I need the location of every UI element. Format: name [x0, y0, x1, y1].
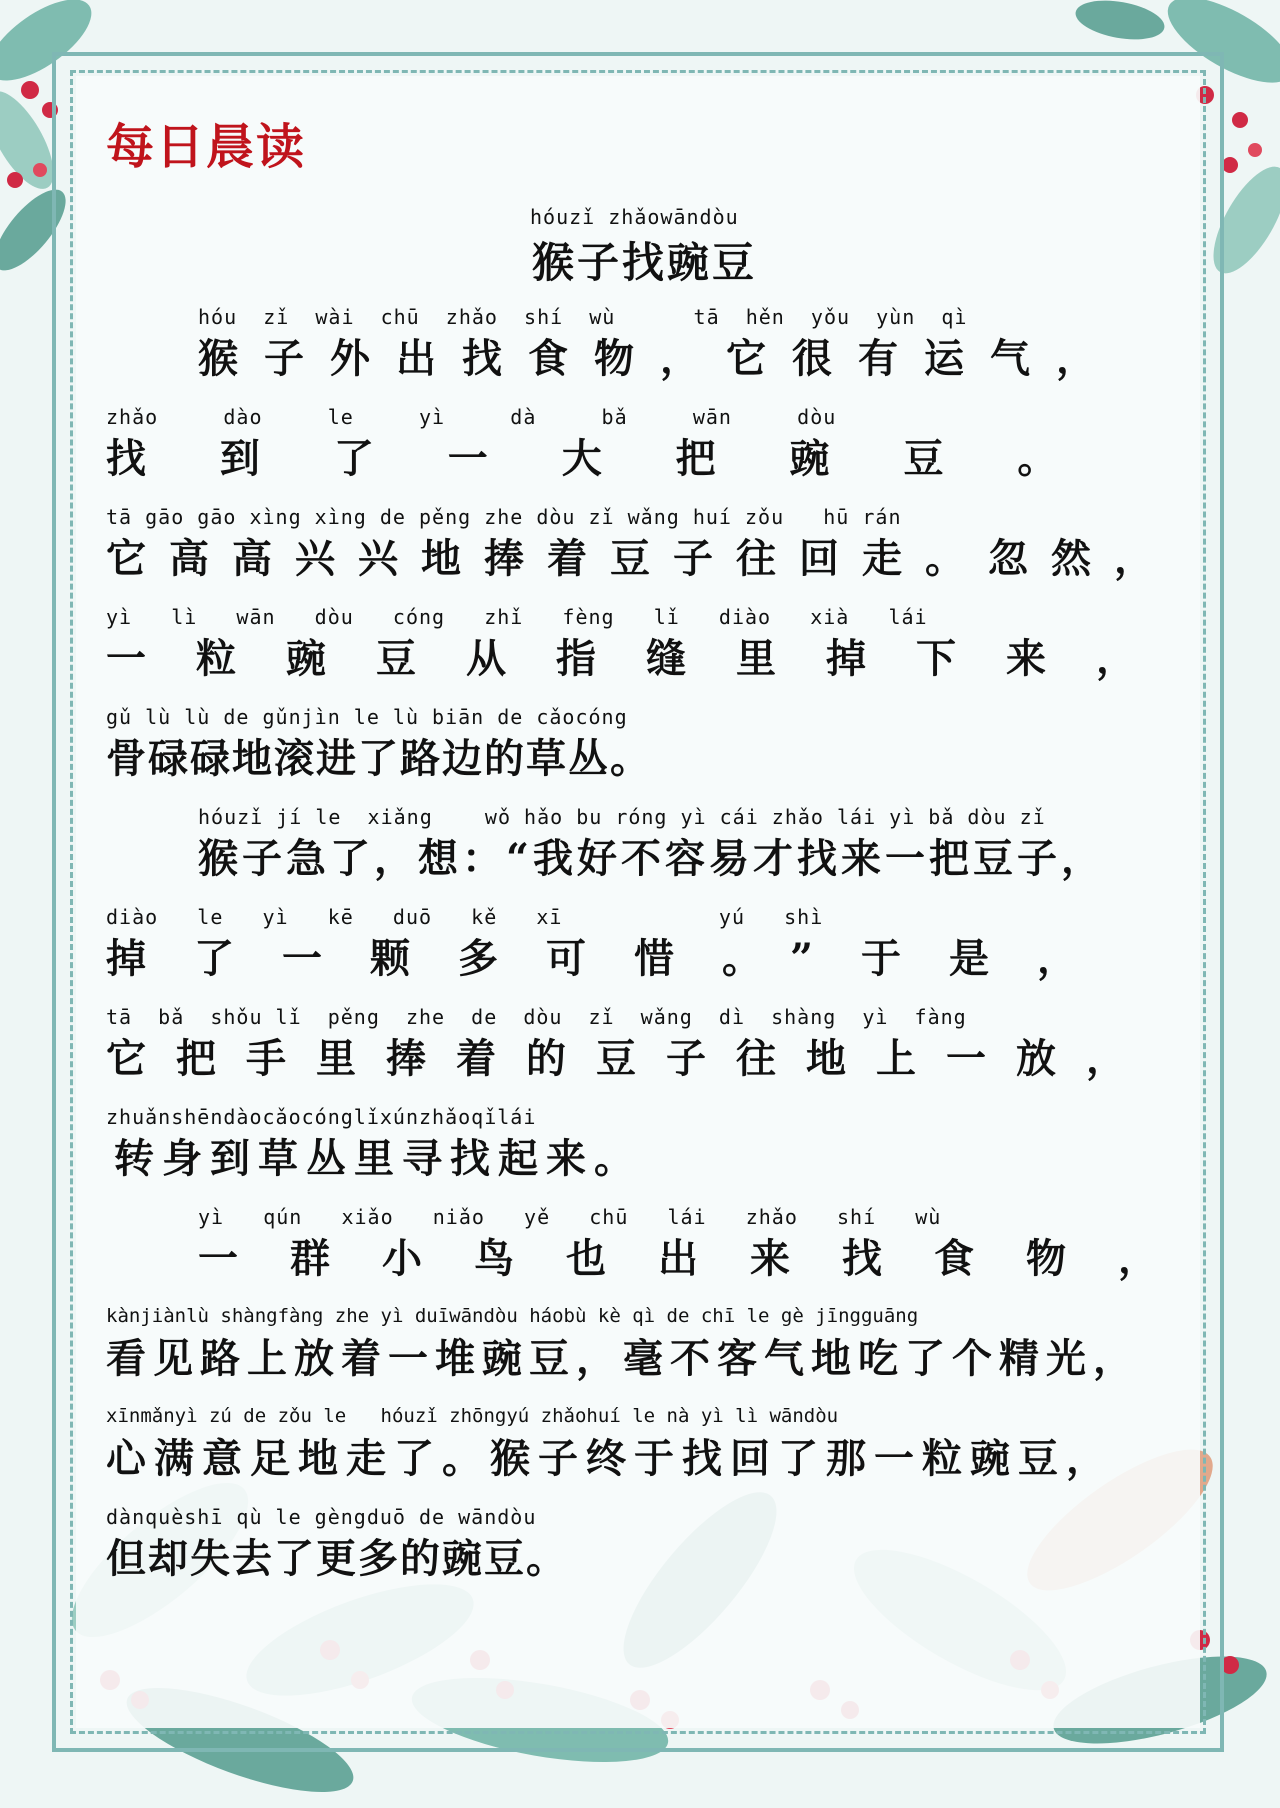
line-text: 它高高兴兴地捧着豆子往回走。忽然，: [106, 535, 1177, 582]
line-text: 猴子急了，想：“我好不容易才找来一把豆子，: [198, 835, 1106, 882]
line-text: 心满意足地走了。猴子终于找回了那一粒豌豆，: [106, 1435, 1114, 1482]
line-text: 但却失去了更多的豌豆。: [106, 1535, 568, 1582]
line-pinyin: tā bǎ shǒu lǐ pěng zhe de dòu zǐ wǎng dì shàng yì fàng: [106, 1005, 967, 1029]
line-pinyin: hóu zǐ wài chū zhǎo shí wù tā hěn yǒu yùn qì: [198, 305, 968, 329]
line-pinyin: xīnmǎnyì zú de zǒu le hóuzǐ zhōngyú zhǎohuí le nà yì lì wāndòu: [106, 1405, 839, 1427]
line-text: 找 到 了 一 大 把 豌 豆 。: [106, 435, 1088, 482]
line-pinyin: yì lì wān dòu cóng zhǐ fèng lǐ diào xià lái: [106, 605, 928, 629]
line-text: 一粒豌豆从指缝里掉下来，: [106, 635, 1186, 682]
line-pinyin: kànjiànlù shàngfàng zhe yì duīwāndòu háobù kè qì de chī le gè jīngguāng: [106, 1305, 919, 1327]
line-text: 转身到草丛里寻找起来。: [114, 1135, 642, 1182]
header-title: 每日晨读: [106, 119, 307, 175]
line-pinyin: zhǎo dào le yì dà bǎ wān dòu: [106, 405, 837, 429]
line-text: 一群小鸟也出来找食物，: [198, 1235, 1210, 1282]
story-title-pinyin: hóuzǐ zhǎowāndòu: [530, 205, 739, 229]
story-title: 猴子找豌豆: [532, 238, 758, 287]
line-pinyin: gǔ lù lù de gǔnjìn le lù biān de cǎocóng: [106, 705, 628, 729]
line-pinyin: diào le yì kē duō kě xī yú shì: [106, 905, 824, 929]
line-pinyin: yì qún xiǎo niǎo yě chū lái zhǎo shí wù: [198, 1205, 942, 1229]
line-text: 掉了一颗多可惜。”于是，: [106, 935, 1126, 982]
line-pinyin: tā gāo gāo xìng xìng de pěng zhe dòu zǐ wǎng huí zǒu hū rán: [106, 505, 902, 529]
line-pinyin: hóuzǐ jí le xiǎng wǒ hǎo bu róng yì cái zhǎo lái yì bǎ dòu zǐ: [198, 805, 1046, 829]
line-text: 看见路上放着一堆豌豆，毫不客气地吃了个精光，: [106, 1335, 1140, 1382]
line-pinyin: zhuǎnshēndàocǎocónglǐxúnzhǎoqǐlái: [106, 1105, 537, 1129]
line-text: 它把手里捧着的豆子往地上一放，: [106, 1035, 1156, 1082]
line-pinyin: dànquèshī qù le gèngduō de wāndòu: [106, 1505, 537, 1529]
line-text: 猴子外出找食物，它很有运气，: [198, 335, 1122, 382]
line-text: 骨碌碌地滚进了路边的草丛。: [106, 735, 652, 782]
